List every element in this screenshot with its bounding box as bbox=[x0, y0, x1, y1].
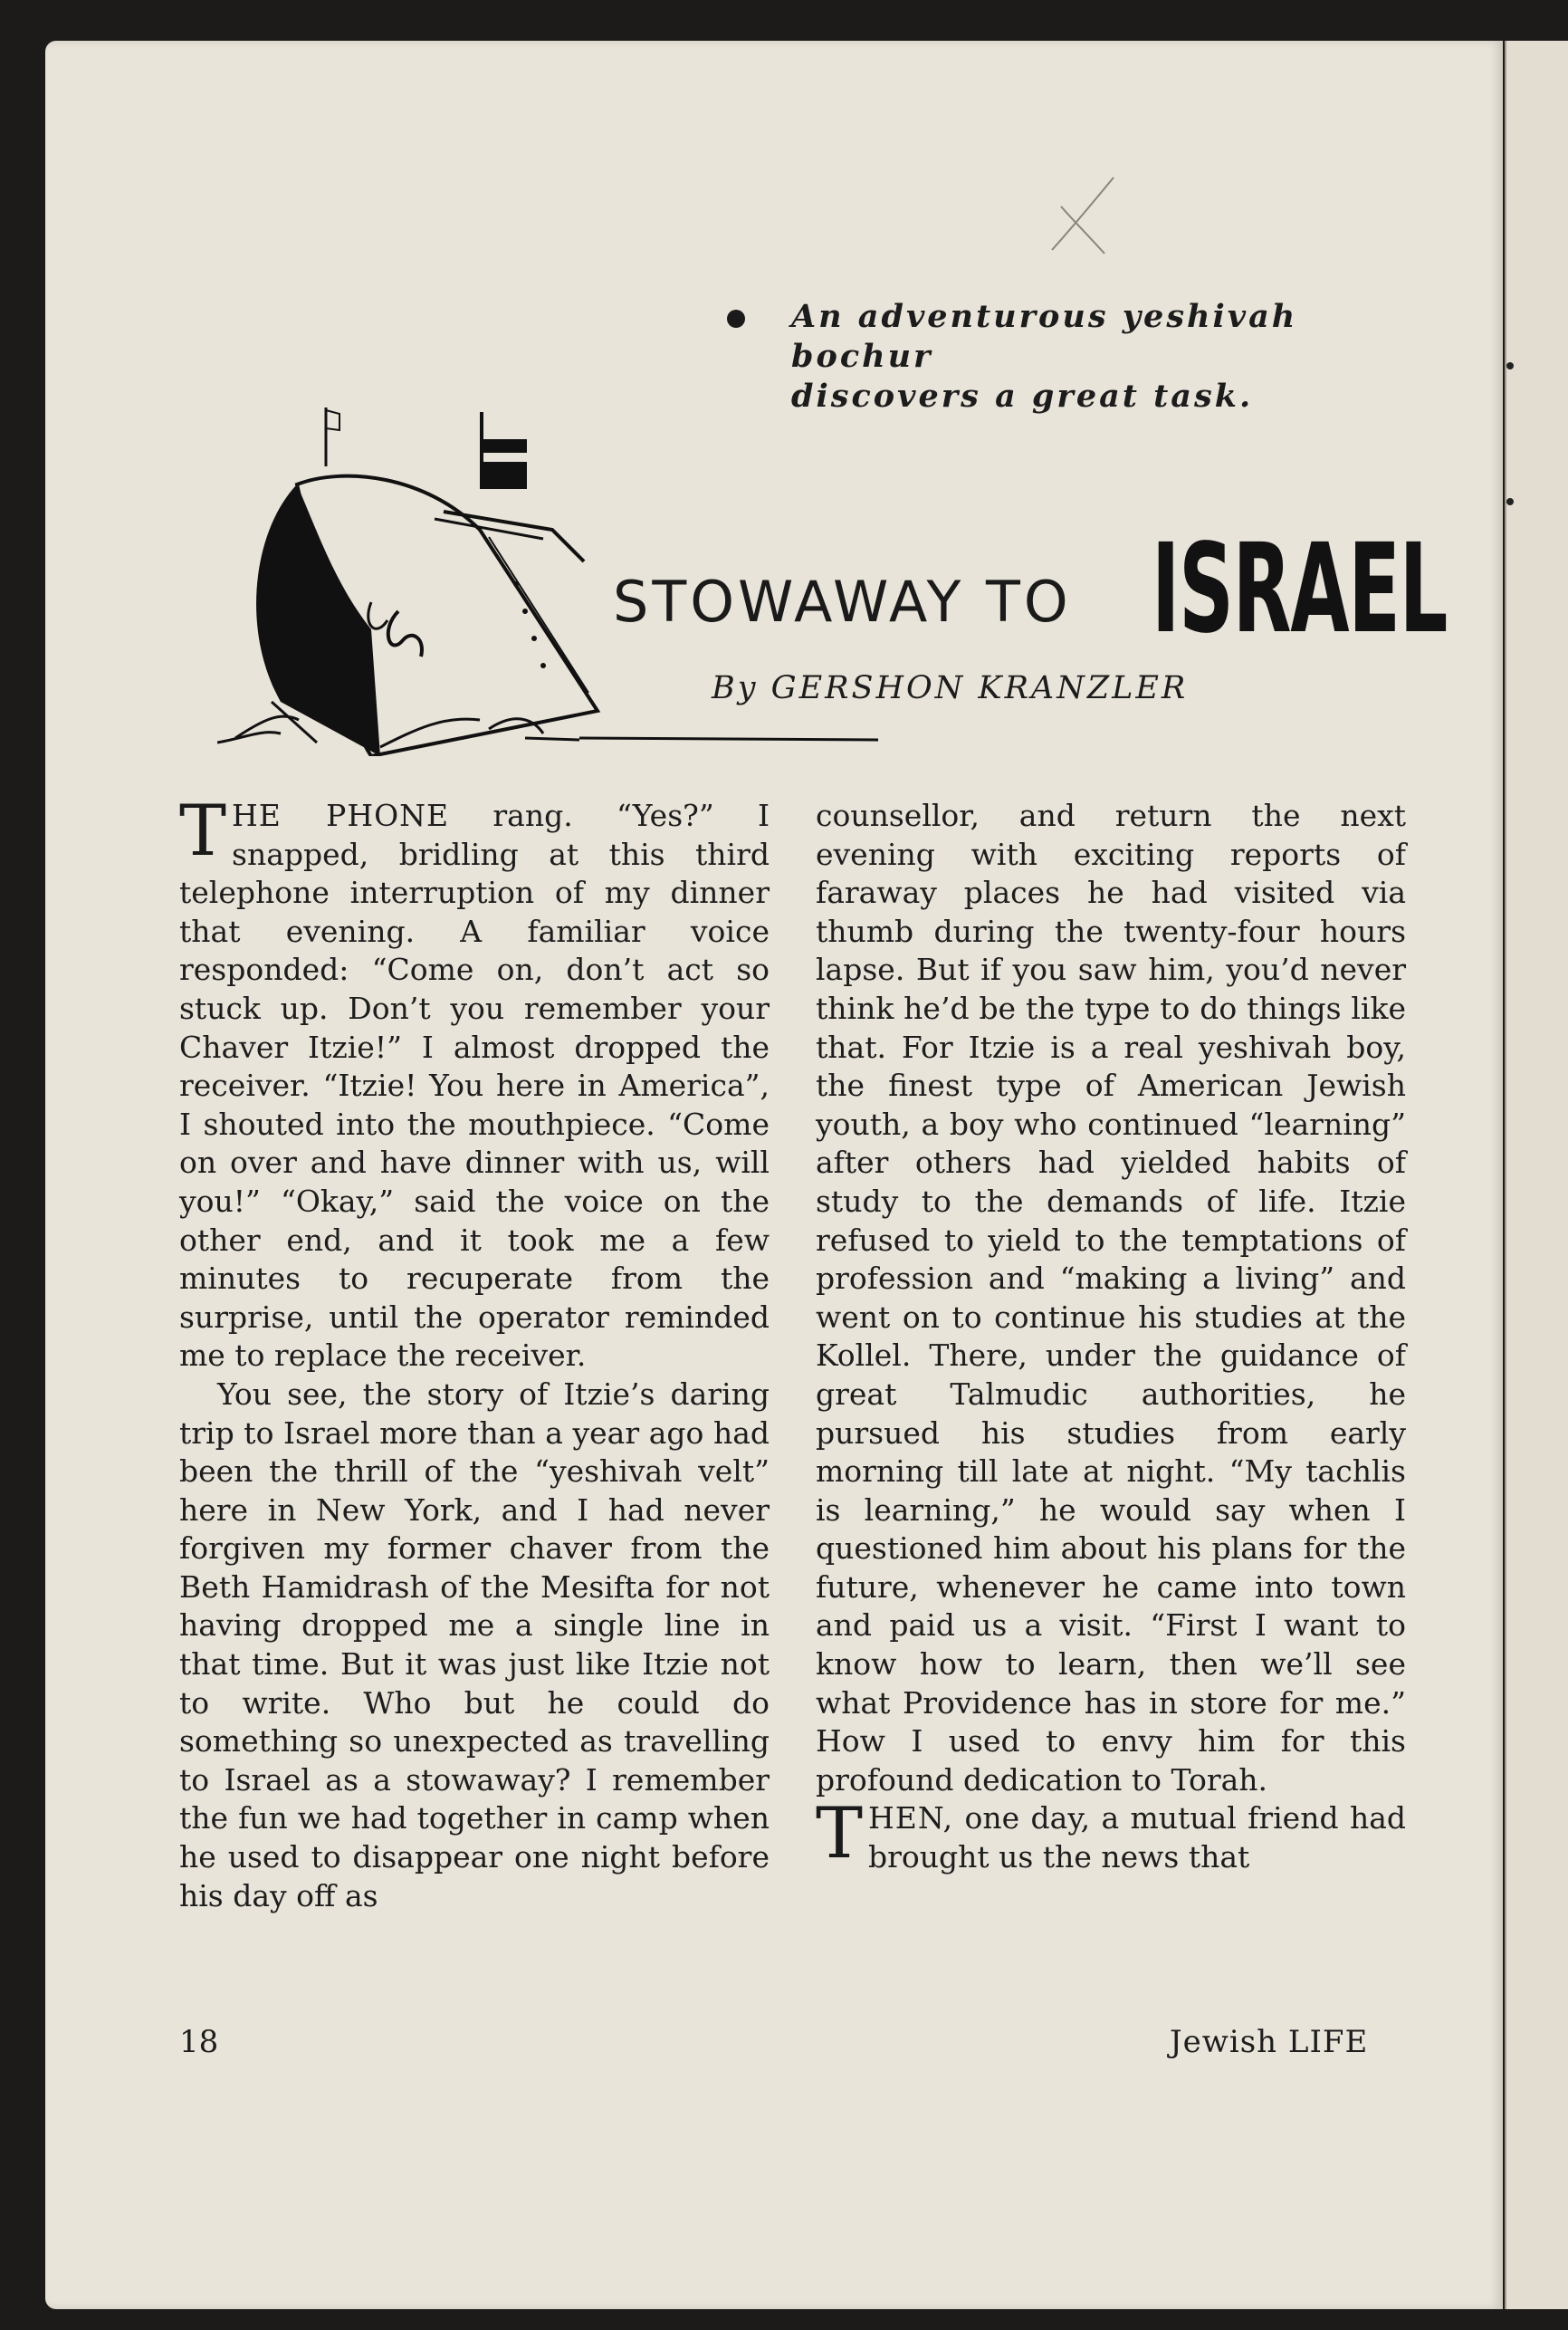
paragraph: counsellor, and return the next evening with exciting reports of faraway places he had visited via thumb during the twenty-four hours lapse. But if you saw him, you’d never think he’d be the type to do things like that. For Itzie is a real yeshivah boy, the finest type of American Jewish youth, a boy who continued “learning” after others had yielded habits of study to the demands of life. Itzie refused to yield to the temptations of profession and “making a living” and went on to continue his studies at the Kollel. There, under the guidance of great Talmudic authorities, he pursued his studies from early morning till late at night. “My tachlis is learning,” he would say when I questioned him about his plans for the future, whenever he came into town and paid us a visit. “First I want to know how to learn, then we’ll see what Providence has in store for me.” How I used to envy him for this profound dedication to Torah. bbox=[816, 798, 1406, 1798]
paragraph-text: one day, a mutual friend had brought us the news that bbox=[868, 1800, 1406, 1875]
paragraph bbox=[179, 791, 770, 1376]
facing-page-mark bbox=[1506, 362, 1514, 369]
facing-page-edge bbox=[1505, 41, 1568, 2309]
drop-cap: T bbox=[816, 1793, 864, 1875]
paragraph bbox=[816, 1793, 1406, 1876]
headline-israel: ISRAEL bbox=[1152, 518, 1448, 661]
left-column bbox=[179, 791, 770, 1915]
page-number: 18 bbox=[179, 2024, 219, 2060]
article-tagline bbox=[791, 297, 1425, 417]
byline: By GERSHON KRANZLER bbox=[712, 670, 1189, 706]
publication-name: Jewish LIFE bbox=[1170, 2024, 1369, 2060]
lead-in: HE PHONE bbox=[232, 798, 450, 833]
tagline-line-2: discovers a great task. bbox=[791, 378, 1254, 415]
drop-cap: T bbox=[179, 791, 227, 872]
facing-page-mark bbox=[1506, 498, 1514, 505]
paragraph-text: rang. “Yes?” I snapped, bridling at this third telephone interruption of my dinner that evening. A familiar voice responded: “Come on, don’t act so stuck up. Don’t you remember your Chaver Itzie!” I almost dropped the receiver. “Itzie! You here in America”, I shouted into the mouthpiece. “Come on over and have dinner with us, will you!” “Okay,” said the voice on the other end, and it took me a few minutes to recuperate from the surprise, until the operator reminded me to replace the receiver. bbox=[179, 798, 770, 1374]
lead-in: HEN, bbox=[868, 1800, 954, 1836]
bullet-icon bbox=[727, 310, 745, 328]
right-column bbox=[816, 797, 1406, 1877]
pencil-mark-icon bbox=[1041, 170, 1123, 261]
paragraph: You see, the story of Itzie’s daring trip to Israel more than a year ago had been the thrill of the “yeshivah velt” here in New York, and I had never forgiven my former chaver from the Beth Hamidrash of the Mesifta for not having dropped me a single line in that time. But it was just like Itzie not to write. Who but he could do something so unexpected as travelling to Israel as a stowaway? I remember the fun we had together in camp when he used to disappear one night before his day off as bbox=[179, 1376, 770, 1913]
headline-stowaway: STOWAWAY TO bbox=[613, 569, 1072, 635]
tagline-line-1: An adventurous yeshivah bochur bbox=[791, 298, 1298, 375]
